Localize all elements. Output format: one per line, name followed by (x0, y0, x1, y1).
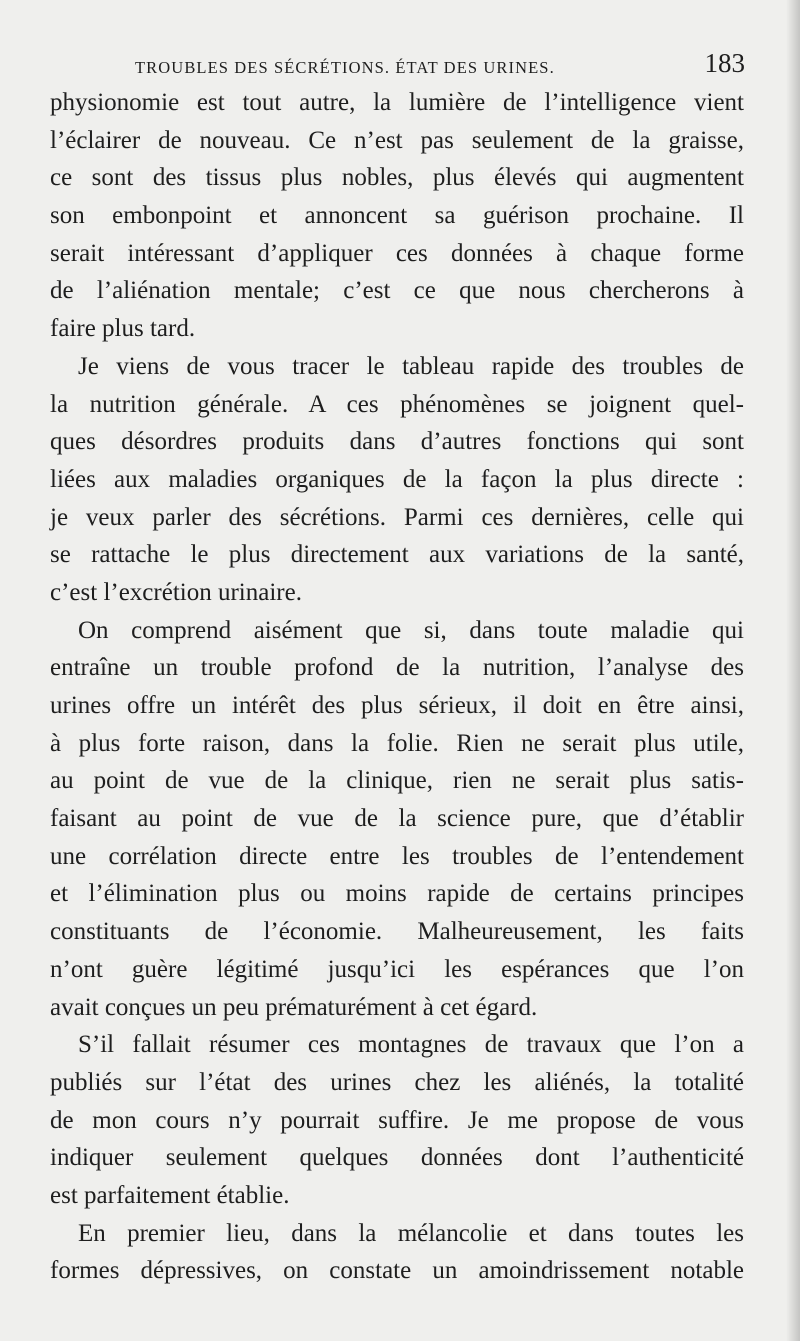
text-line: se rattache le plus directement aux variations de la santé, (50, 541, 744, 569)
text-line: constituants de l’économie. Malheureusement, les faits (50, 918, 744, 946)
text-line: urines offre un intérêt des plus sérieux, il doit en être ainsi, (50, 692, 744, 719)
text-line: de l’aliénation mentale; c’est ce que nous chercherons à (50, 277, 744, 305)
paragraph (50, 84, 744, 348)
text-line: liées aux maladies organiques de la façon la plus directe : (50, 465, 744, 493)
text-line: l’éclairer de nouveau. Ce n’est pas seulement de la graisse, (50, 126, 744, 154)
text-line: au point de vue de la clinique, rien ne serait plus satis- (50, 767, 744, 795)
text-line: publiés sur l’état des urines chez les aliénés, la totalité (50, 1068, 744, 1096)
text-line: physionomie est tout autre, la lumière de l’intelligence vient (50, 89, 744, 116)
text-line: de mon cours n’y pourrait suffire. Je me propose de vous (50, 1106, 744, 1134)
text-line: Je viens de vous tracer le tableau rapide des troubles de (78, 352, 744, 380)
text-line: indiquer seulement quelques données dont l’authenticité (50, 1144, 744, 1172)
paragraph (50, 612, 744, 1027)
page-number: 183 (704, 48, 745, 78)
text-line: n’ont guère légitimé jusqu’ici les espérances que l’on (50, 955, 744, 983)
text-line: faire plus tard. (50, 315, 196, 343)
text-line: et l’élimination plus ou moins rapide de certains principes (50, 880, 744, 908)
text-line: ques désordres produits dans d’autres fonctions qui sont (50, 428, 744, 456)
text-line: je veux parler des sécrétions. Parmi ces dernières, celle qui (50, 503, 744, 531)
text-line: On comprend aisément que si, dans toute maladie qui (78, 616, 744, 644)
text-line: avait conçues un peu prématurément à cet égard. (50, 993, 538, 1021)
paragraph (50, 1026, 744, 1214)
text-line: son embonpoint et annoncent sa guérison prochaine. Il (50, 202, 744, 230)
text-line: S’il fallait résumer ces montagnes de travaux que l’on a (78, 1031, 744, 1059)
paragraph (50, 1215, 744, 1290)
body-text (50, 84, 744, 1290)
text-line: ce sont des tissus plus nobles, plus élevés qui augmentent (50, 164, 744, 192)
text-line: serait intéressant d’appliquer ces données à chaque forme (50, 239, 744, 267)
text-line: est parfaitement établie. (50, 1181, 290, 1209)
text-line: formes dépressives, on constate un amoindrissement notable (50, 1257, 744, 1285)
text-line: faisant au point de vue de la science pure, que d’établir (50, 805, 744, 833)
text-line: à plus forte raison, dans la folie. Rien ne serait plus utile, (50, 729, 744, 757)
running-head (135, 48, 745, 84)
text-line: c’est l’excrétion urinaire. (50, 578, 302, 606)
text-line: la nutrition générale. A ces phénomènes se joignent quel- (50, 390, 744, 418)
text-line: En premier lieu, dans la mélancolie et dans toutes les (78, 1219, 744, 1247)
text-line: entraîne un trouble profond de la nutrition, l’analyse des (50, 654, 744, 682)
paragraph (50, 348, 744, 612)
running-title: TROUBLES DES SÉCRÉTIONS. ÉTAT DES URINES. (135, 58, 555, 77)
text-line: une corrélation directe entre les troubles de l’entendement (50, 842, 744, 870)
